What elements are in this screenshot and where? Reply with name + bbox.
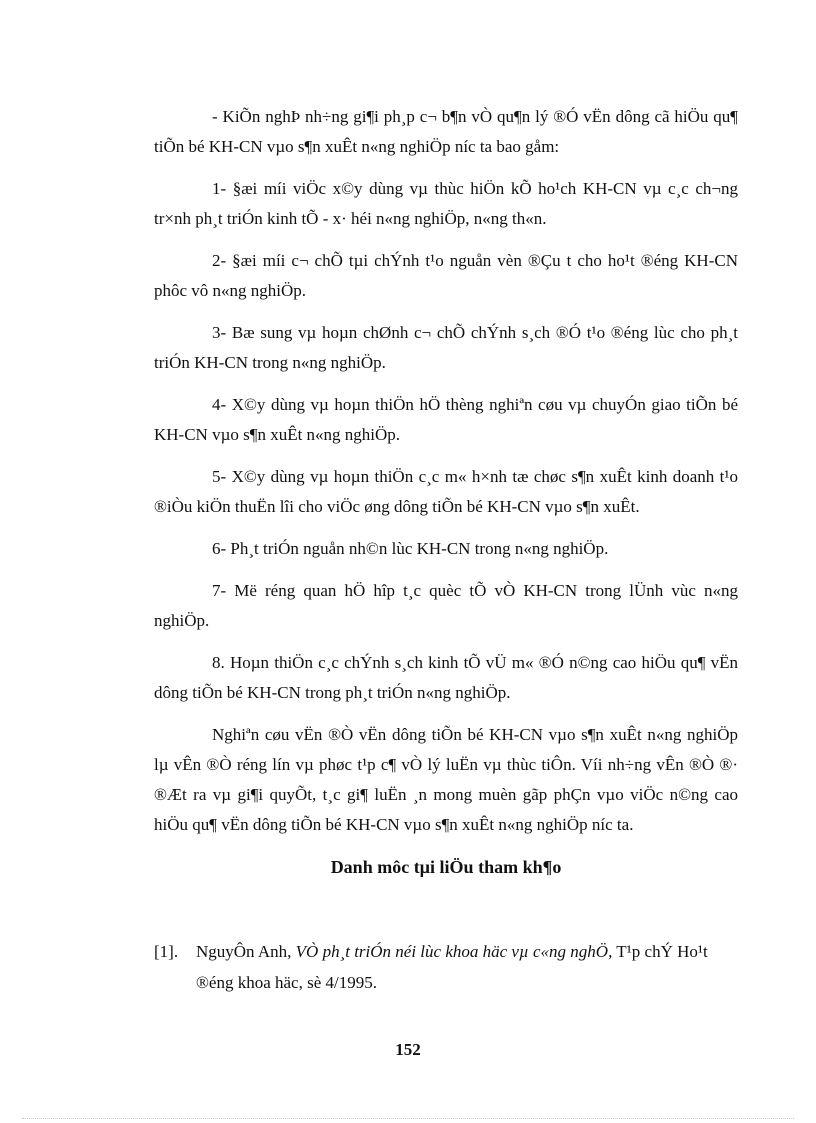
reference-item (154, 936, 738, 998)
paragraph-item-5: 5- X©y dùng vµ hoµn thiÖn c¸c m« h×nh tæ chøc s¶n xuÊt kinh doanh t¹o ®iÒu kiÖn thuËn lîi cho viÖc øng dông tiÕn bé KH-CN vµo s¶n xuÊt. (154, 467, 738, 516)
reference-title: VÒ ph¸t triÓn néi lùc khoa häc vµ c«ng nghÖ, (295, 942, 613, 961)
paragraph-item-8: 8. Hoµn thiÖn c¸c chÝnh s¸ch kinh tÕ vÜ m« ®Ó n©ng cao hiÖu qu¶ vËn dông tiÕn bé KH-CN trong ph¸t triÓn n«ng nghiÖp. (154, 653, 738, 702)
page-number: 152 (395, 1040, 421, 1059)
reference-source: T¹p chÝ Ho¹t ®éng khoa häc, sè 4/1995. (196, 942, 708, 992)
paragraph-item-1: 1- §æi míi viÖc x©y dùng vµ thùc hiÖn kÕ ho¹ch KH-CN vµ c¸c ch¬ng tr×nh ph¸t triÓn kinh tÕ - x· héi n«ng nghiÖp, n«ng th«n. (154, 179, 738, 228)
paragraph-intro: - KiÕn nghÞ nh÷ng gi¶i ph¸p c¬ b¶n vÒ qu¶n lý ®Ó vËn dông cã hiÖu qu¶ tiÕn bé KH-CN vµo s¶n xuÊt n«ng nghiÖp níc ta bao gåm: (154, 107, 738, 156)
paragraph-item-6: 6- Ph¸t triÓn nguån nh©n lùc KH-CN trong n«ng nghiÖp. (212, 539, 609, 558)
paragraph-conclusion: Nghiªn cøu vËn ®Ò vËn dông tiÕn bé KH-CN vµo s¶n xuÊt n«ng nghiÖp lµ vÊn ®Ò réng lín vµ phøc t¹p c¶ vÒ lý luËn vµ thùc tiÔn. Víi nh÷ng vÊn ®Ò ®· ®Æt ra vµ gi¶i quyÕt, t¸c gi¶ luËn ¸n mong muèn gãp phÇn vµo viÖc n©ng cao hiÖu qu¶ vËn dông tiÕn bé KH-CN vµo s¶n xuÊt n«ng nghiÖp níc ta. (154, 725, 738, 834)
paragraph-item-7: 7- Më réng quan hÖ hîp t¸c quèc tÕ vÒ KH-CN trong lÜnh vùc n«ng nghiÖp. (154, 581, 738, 630)
paragraph-item-4: 4- X©y dùng vµ hoµn thiÖn hÖ thèng nghiªn cøu vµ chuyÓn giao tiÕn bé KH-CN vµo s¶n xuÊt n«ng nghiÖp. (154, 395, 738, 444)
paragraph-item-2: 2- §æi míi c¬ chÕ tµi chÝnh t¹o nguån vèn ®Çu t cho ho¹t ®éng KH-CN phôc vô n«ng nghiÖp. (154, 251, 738, 300)
bottom-divider (22, 1118, 794, 1119)
references-list (154, 936, 738, 998)
reference-author: NguyÔn Anh, (196, 942, 296, 961)
reference-number: [1]. (154, 942, 179, 961)
references-heading: Danh môc tµi liÖu tham kh¶o (330, 857, 562, 877)
page-content (154, 102, 738, 998)
paragraph-item-3: 3- Bæ sung vµ hoµn chØnh c¬ chÕ chÝnh s¸ch ®Ó t¹o ®éng lùc cho ph¸t triÓn KH-CN trong n«ng nghiÖp. (154, 323, 738, 372)
